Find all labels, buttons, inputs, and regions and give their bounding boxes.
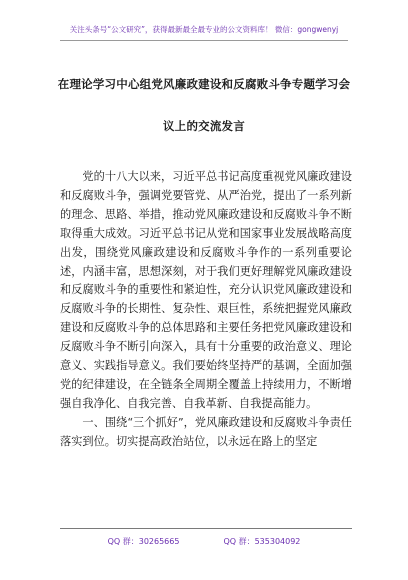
document-title-line-1: 在理论学习中心组党风廉政建设和反腐败斗争专题学习会 <box>57 77 351 91</box>
document-body <box>60 168 352 452</box>
document-title-line-2: 议上的交流发言 <box>163 119 245 133</box>
body-paragraph-2: 一、围绕“三个抓好”，党风廉政建设和反腐败斗争责任落实到位。切实提高政治站位，以永远在路上的坚定 <box>60 415 352 448</box>
footer <box>0 536 408 547</box>
footer-qq-group-1: QQ 群：30265665 <box>107 537 180 546</box>
header-notice: 关注头条号“公文研究”，获得最新最全最专业的公文资料库！ 微信：gongwenyj <box>69 25 339 34</box>
header-divider <box>60 40 348 41</box>
footer-qq-group-2: QQ 群：535304092 <box>223 537 301 546</box>
body-paragraph-1: 党的十八大以来，习近平总书记高度重视党风廉政建设和反腐败斗争，强调党要管党、从严治党，提出了一系列新的理念、思路、举措，推动党风廉政建设和反腐败斗争不断取得重大成效。习近平总书记从党和国家事业发展战略高度出发，围绕党风廉政建设和反腐败斗争作的一系列重要论述，内涵丰富，思想深刻，对于我们更好理解党风廉政建设和反腐败斗争的重要性和紧迫性，充分认识党风廉政建设和反腐败斗争的长期性、复杂性、艰巨性，系统把握党风廉政建设和反腐败斗争的总体思路和主要任务把党风廉政建设和反腐败斗争不断引向深入，具有十分重要的政治意义、理论意义、实践指导意义。我们要始终坚持严的基调，全面加强党的纪律建设，在全链条全周期全覆盖上持续用力，不断增强自我净化、自我完善、自我革新、自我提高能力。 <box>60 170 352 410</box>
footer-divider <box>60 528 352 529</box>
